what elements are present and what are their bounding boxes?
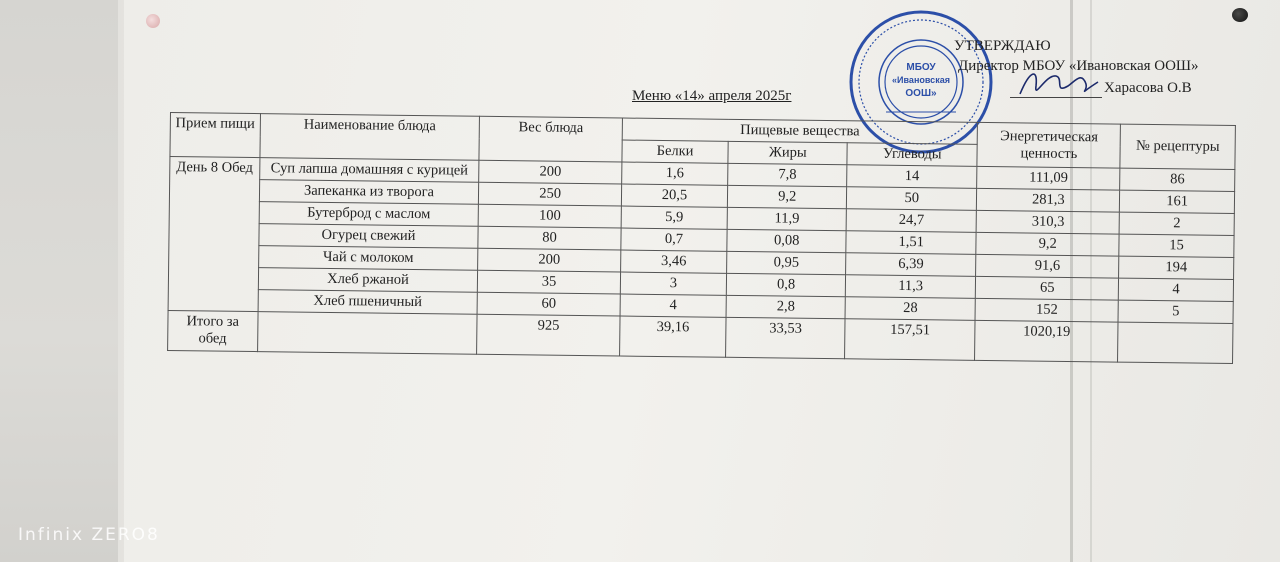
dish-carbs: 11,3 — [846, 275, 976, 299]
total-label: Итого за обед — [168, 310, 258, 351]
dish-carbs: 1,51 — [846, 231, 976, 255]
dish-fat: 0,08 — [727, 229, 846, 252]
dish-energy: 310,3 — [976, 210, 1119, 234]
total-name-empty — [257, 312, 477, 355]
dish-recipe: 5 — [1118, 300, 1233, 323]
dish-name: Запеканка из творога — [259, 180, 479, 205]
total-fat: 33,53 — [726, 317, 846, 358]
dish-recipe: 194 — [1119, 256, 1234, 279]
approval-signer: Харасова О.В — [1104, 80, 1192, 96]
dish-recipe: 2 — [1119, 212, 1234, 235]
dish-recipe: 161 — [1120, 190, 1235, 213]
pushpin-icon — [146, 14, 160, 28]
menu-table — [167, 112, 1236, 364]
total-carbs: 157,51 — [845, 319, 976, 361]
total-recipe-empty — [1118, 322, 1233, 363]
dish-weight: 60 — [477, 292, 620, 316]
dish-carbs: 24,7 — [846, 209, 976, 233]
dish-name: Хлеб пшеничный — [258, 290, 478, 315]
header-weight: Вес блюда — [479, 116, 622, 162]
dish-weight: 100 — [479, 204, 622, 228]
header-protein: Белки — [622, 140, 729, 163]
dish-protein: 4 — [620, 294, 727, 317]
dish-weight: 200 — [479, 160, 622, 184]
approval-heading: УТВЕРЖДАЮ — [954, 38, 1051, 54]
svg-text:«Ивановская: «Ивановская — [892, 75, 950, 85]
dish-carbs: 6,39 — [846, 253, 976, 277]
dish-energy: 281,3 — [977, 188, 1120, 212]
dish-protein: 5,9 — [621, 206, 728, 229]
dish-weight: 250 — [479, 182, 622, 206]
dish-fat: 0,95 — [727, 251, 846, 274]
header-carbs: Углеводы — [847, 143, 977, 167]
header-energy: Энергетическая ценность — [977, 122, 1121, 168]
dish-weight: 200 — [478, 248, 621, 272]
dish-energy: 91,6 — [976, 254, 1119, 278]
header-nutrients: Пищевые вещества — [622, 118, 978, 144]
meal-label: День 8 Обед — [168, 157, 260, 312]
camera-watermark: Infinix ZERO8 — [18, 525, 160, 545]
dish-protein: 0,7 — [621, 228, 728, 251]
dish-energy: 111,09 — [977, 166, 1120, 190]
header-name: Наименование блюда — [260, 114, 480, 161]
dish-protein: 3,46 — [620, 250, 727, 273]
dish-carbs: 14 — [847, 165, 977, 189]
header-meal: Прием пищи — [170, 113, 260, 158]
menu-title: Меню «14» апреля 2025г — [632, 88, 792, 104]
signature — [1016, 64, 1102, 104]
dish-fat: 9,2 — [728, 185, 847, 208]
dish-recipe: 4 — [1119, 278, 1234, 301]
dish-name: Суп лапша домашняя с курицей — [259, 158, 479, 183]
dish-name: Огурец свежий — [259, 224, 479, 249]
total-energy: 1020,19 — [975, 320, 1118, 362]
dish-carbs: 28 — [845, 297, 975, 321]
wall-background — [0, 0, 118, 562]
dish-fat: 11,9 — [727, 207, 846, 230]
dish-name: Чай с молоком — [258, 246, 478, 271]
dish-protein: 20,5 — [621, 184, 728, 207]
approval-position: Директор МБОУ «Ивановская ООШ» — [958, 58, 1199, 74]
pushpin-icon — [1232, 8, 1248, 22]
dish-name: Бутерброд с маслом — [259, 202, 479, 227]
dish-protein: 1,6 — [622, 162, 729, 185]
dish-energy: 65 — [976, 276, 1119, 300]
header-fat: Жиры — [728, 141, 847, 164]
dish-weight: 80 — [478, 226, 621, 250]
dish-fat: 2,8 — [726, 295, 845, 318]
dish-fat: 0,8 — [726, 273, 845, 296]
dish-weight: 35 — [478, 270, 621, 294]
dish-energy: 9,2 — [976, 232, 1119, 256]
dish-energy: 152 — [975, 298, 1118, 322]
dish-protein: 3 — [620, 272, 727, 295]
dish-recipe: 15 — [1119, 234, 1234, 257]
svg-text:ООШ»: ООШ» — [905, 88, 937, 99]
dish-recipe: 86 — [1120, 168, 1235, 191]
header-recipe: № рецептуры — [1120, 124, 1235, 169]
svg-text:МБОУ: МБОУ — [906, 62, 936, 73]
total-protein: 39,16 — [619, 316, 726, 357]
signature-line — [1010, 97, 1102, 98]
dish-fat: 7,8 — [728, 163, 847, 186]
dish-carbs: 50 — [847, 187, 977, 211]
dish-name: Хлеб ржаной — [258, 268, 478, 293]
total-weight: 925 — [477, 314, 620, 356]
